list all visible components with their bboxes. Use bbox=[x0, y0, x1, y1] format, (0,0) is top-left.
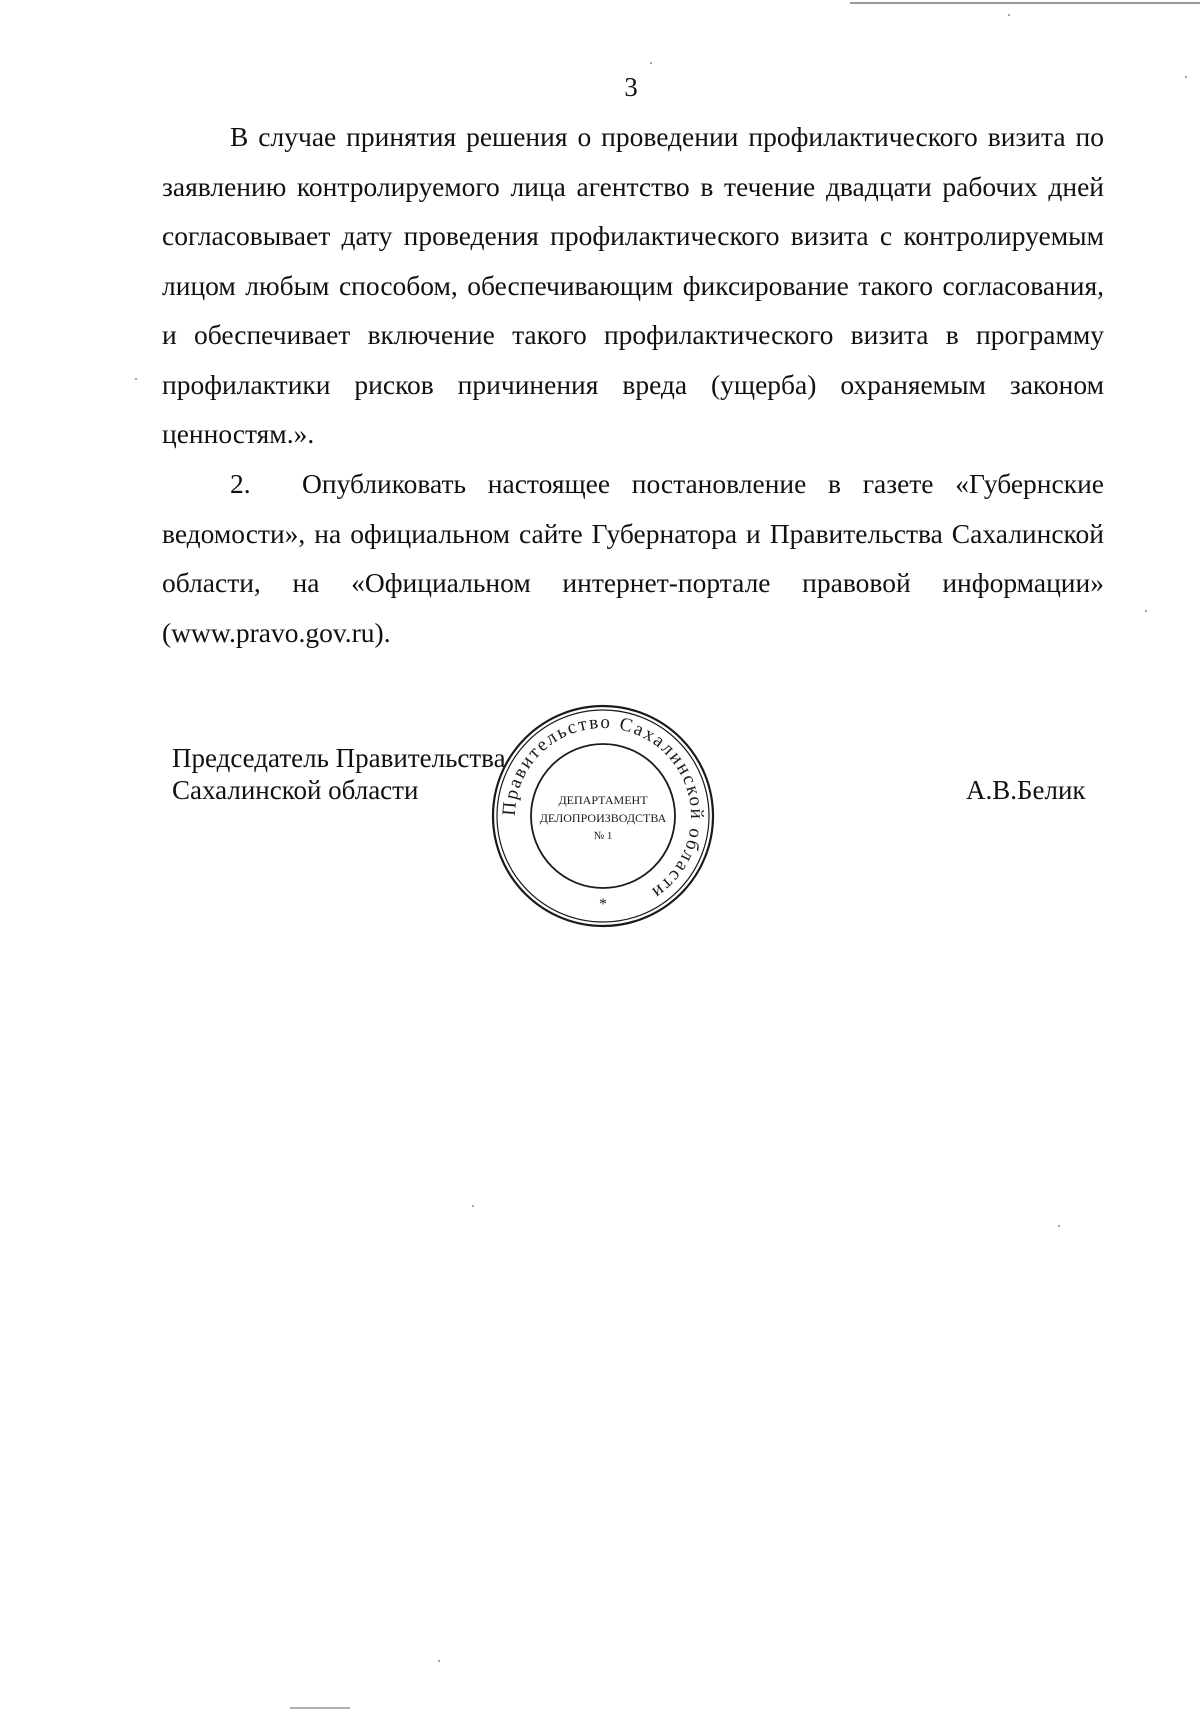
scan-speck bbox=[438, 1660, 440, 1662]
paragraph-number: 2. bbox=[230, 468, 251, 499]
signer-name: А.В.Белик bbox=[966, 775, 1086, 805]
scan-speck bbox=[135, 378, 137, 380]
scan-edge-top bbox=[850, 2, 1200, 4]
seal-star: * bbox=[599, 896, 607, 913]
scan-edge-bottom bbox=[290, 1707, 350, 1709]
seal-inner-line1: ДЕПАРТАМЕНТ bbox=[558, 793, 648, 807]
paragraph-publication bbox=[162, 459, 1104, 657]
scan-speck bbox=[1008, 14, 1010, 16]
seal-inner-line2: ДЕЛОПРОИЗВОДСТВА bbox=[539, 811, 667, 825]
signer-title bbox=[172, 742, 506, 806]
official-seal bbox=[483, 696, 723, 936]
signer-title-line2: Сахалинской области bbox=[172, 775, 419, 805]
page-number: 3 bbox=[624, 72, 638, 102]
signer-title-line1: Председатель Правительства bbox=[172, 743, 506, 773]
seal-outer-text: Правительство Сахалинской области bbox=[498, 711, 708, 904]
scan-speck bbox=[472, 1205, 474, 1207]
scan-speck bbox=[1145, 610, 1147, 612]
scan-speck bbox=[650, 62, 652, 64]
paragraph-preventive-visit: В случае принятия решения о проведении профилактического визита по заявлению контролируемого лица агентство в течение двадцати рабочих дней согласовывает дату проведения профилактического визита с контролируемым лицом любым способом, обеспечивающим фиксирование такого согласования, и обеспечивает включение такого профилактического визита в программу профилактики рисков причинения вреда (ущерба) охраняемым законом ценностям.». bbox=[162, 121, 1104, 449]
scan-speck bbox=[1058, 1225, 1060, 1227]
paragraph-publication-text: Опубликовать настоящее постановление в газете «Губернские ведомости», на официальном сайте Губернатора и Правительства Сахалинской области, на «Официальном интернет-портале правовой информации» (www.pravo.gov.ru). bbox=[162, 468, 1104, 648]
seal-inner-line3: № 1 bbox=[593, 830, 613, 842]
